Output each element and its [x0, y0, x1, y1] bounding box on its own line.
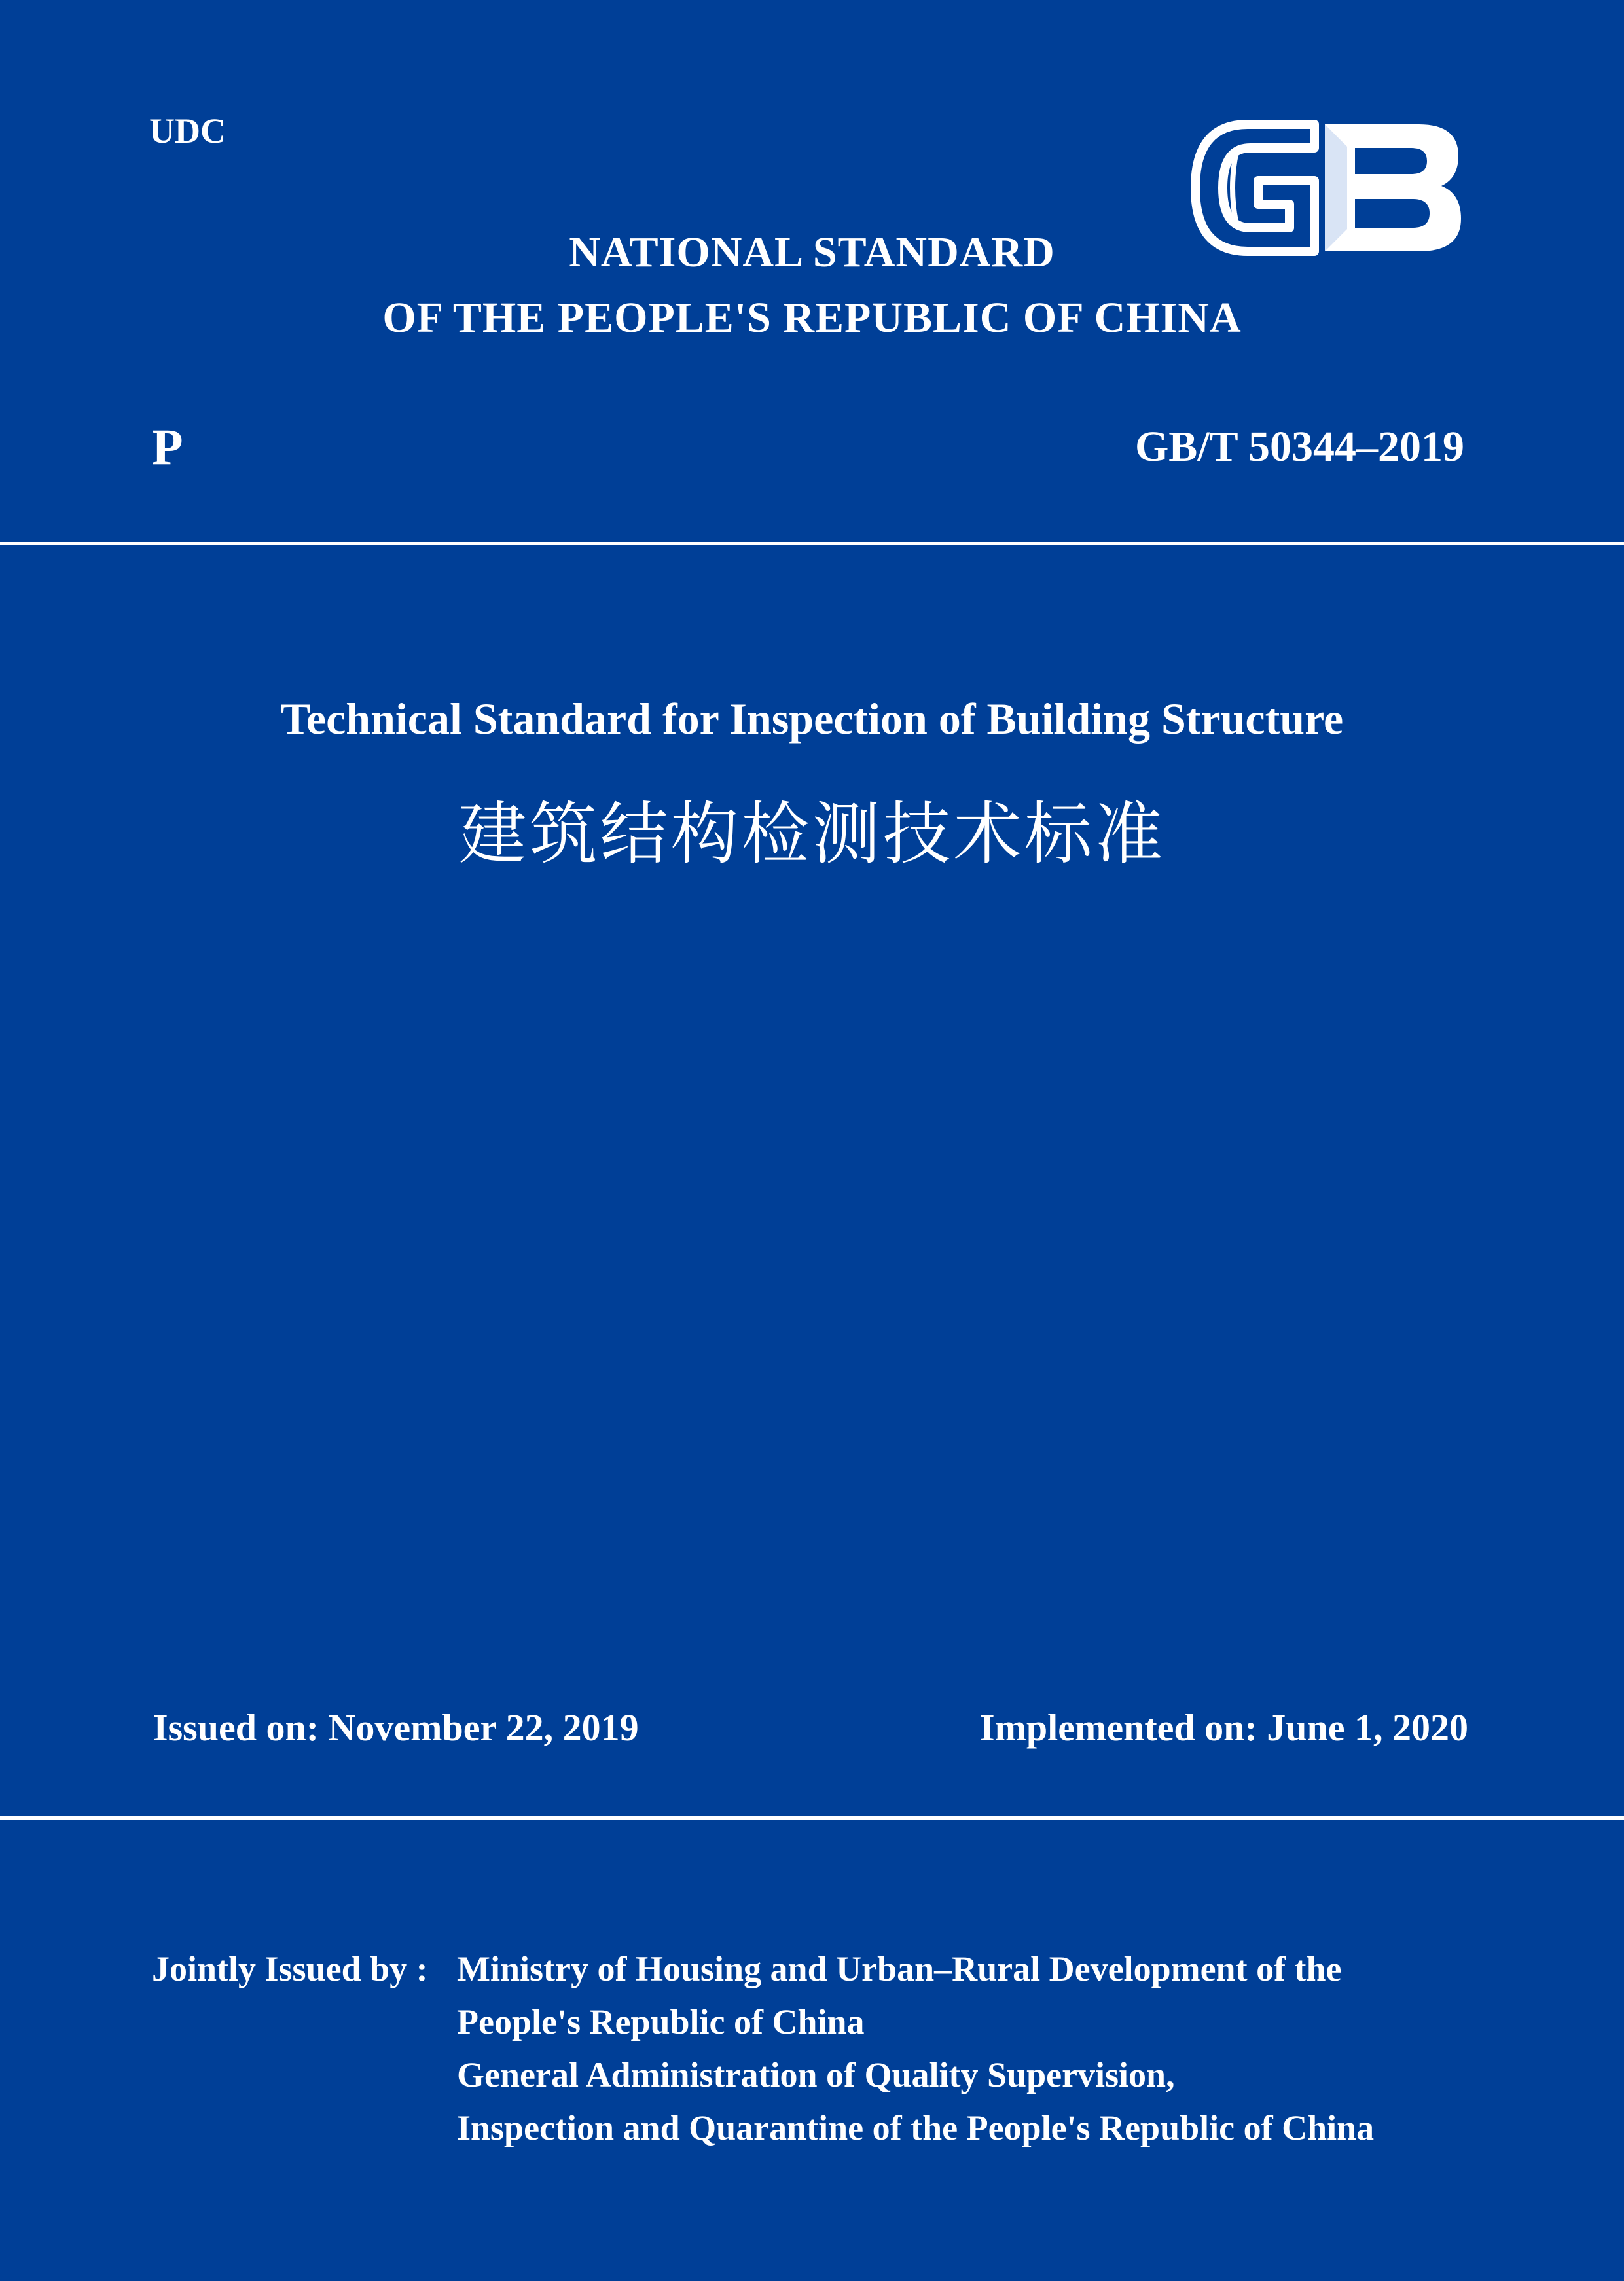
english-title: Technical Standard for Inspection of Building Structure	[280, 694, 1344, 744]
bottom-divider	[0, 1816, 1624, 1820]
issuer-line: Inspection and Quarantine of the People's Republic of China	[457, 2108, 1375, 2147]
chinese-title: 建筑结构检测技术标准	[458, 794, 1166, 874]
top-divider	[0, 542, 1624, 545]
issuer-line: People's Republic of China	[457, 2002, 865, 2041]
national-standard-title-line1: NATIONAL STANDARD	[569, 228, 1055, 276]
national-standard-title-line2: OF THE PEOPLE'S REPUBLIC OF CHINA	[382, 294, 1242, 342]
issuer-line: Ministry of Housing and Urban–Rural Development of the	[457, 1949, 1342, 1988]
standard-number: GB/T 50344–2019	[1134, 423, 1464, 471]
implemented-date: Implemented on: June 1, 2020	[980, 1706, 1468, 1749]
issued-date: Issued on: November 22, 2019	[153, 1706, 639, 1749]
udc-label: UDC	[149, 111, 226, 151]
issuer-line: General Administration of Quality Supervision,	[457, 2055, 1175, 2094]
jointly-issued-label: Jointly Issued by :	[152, 1949, 428, 1988]
issuer-list	[457, 1943, 1374, 2155]
category-code: P	[152, 418, 183, 475]
